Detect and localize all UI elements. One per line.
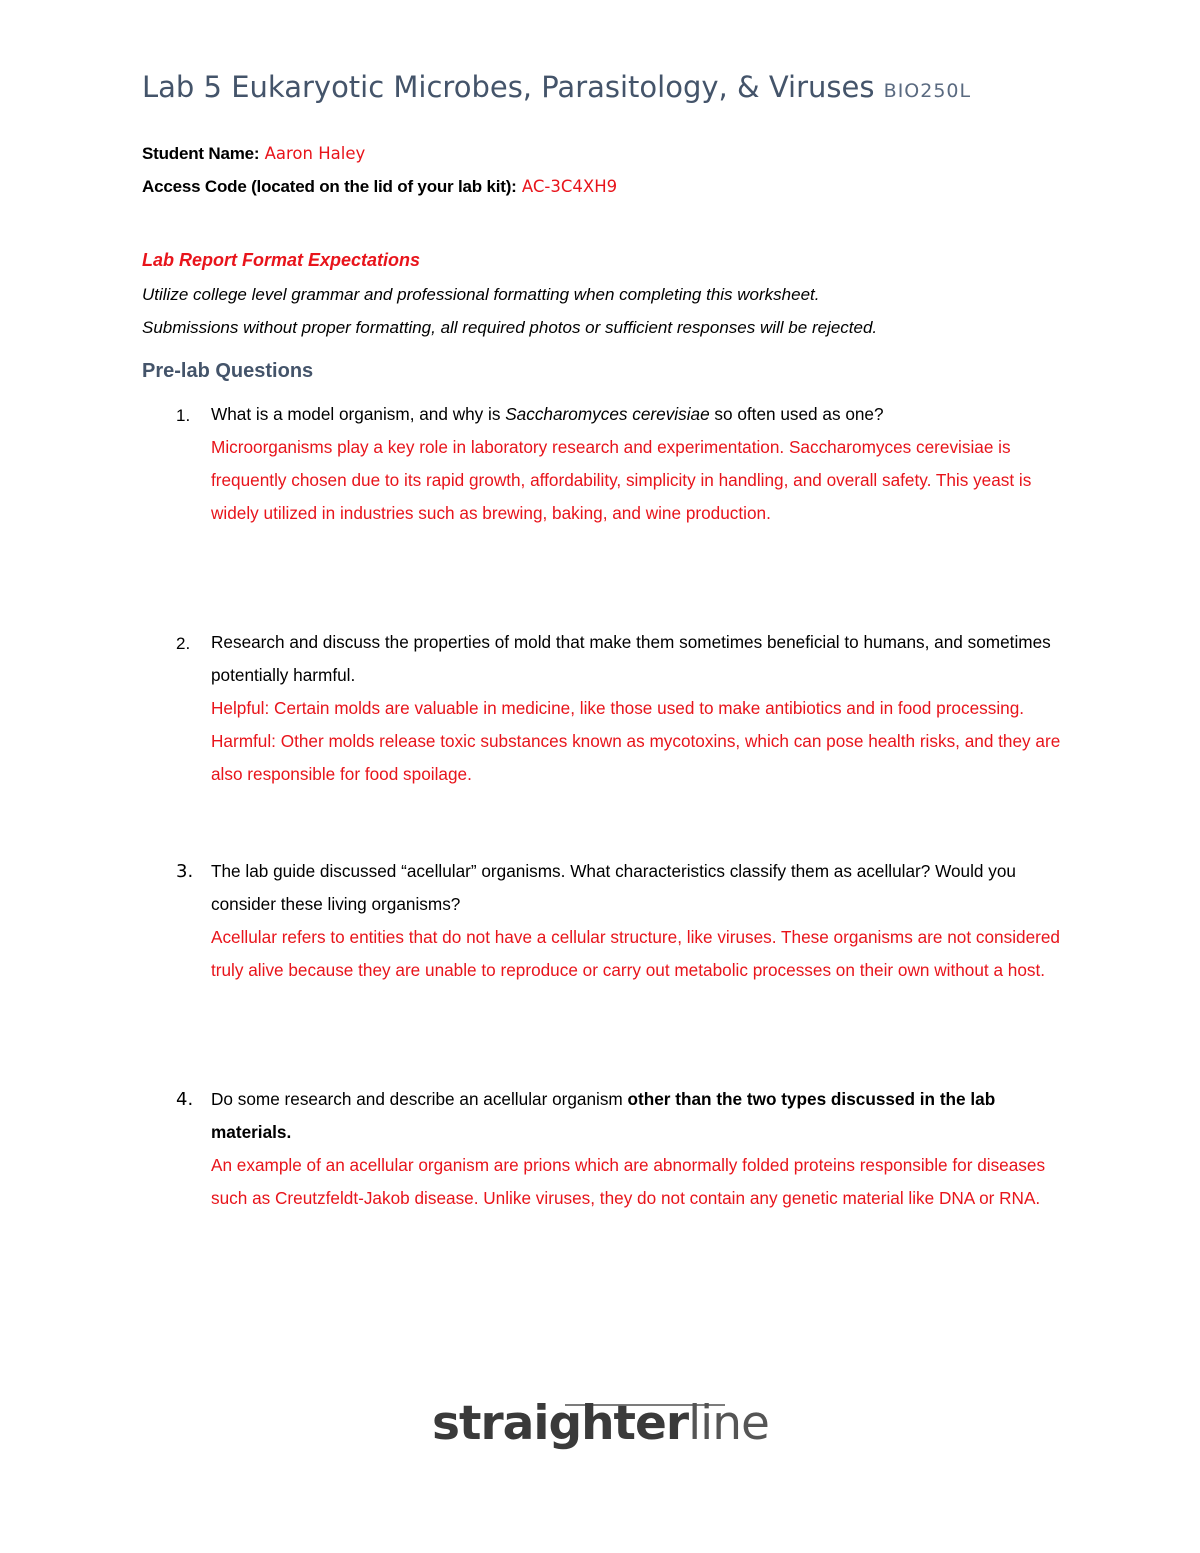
access-code-label: Access Code (located on the lid of your lab kit): (142, 177, 517, 196)
format-expectations-heading: Lab Report Format Expectations (142, 250, 421, 270)
lab-title: Lab 5 Eukaryotic Microbes, Parasitology, & Viruses (142, 70, 875, 104)
student-name-label: Student Name: (142, 144, 260, 163)
straighterline-logo (432, 1396, 769, 1451)
answer-text: Acellular refers to entities that do not have a cellular structure, like viruses. These organisms are not considered truly alive because they are unable to reproduce or carry out metabolic processes on their own without a host. (211, 927, 1060, 980)
answer-text: Helpful: Certain molds are valuable in medicine, like those used to make antibiotics and in food processing. Harmful: Other molds release toxic substances known as mycotoxins, which can pose health risks, and they are also responsible for food spoilage. (211, 698, 1061, 784)
document-title (142, 70, 971, 104)
question-text-bold: other than the two types discussed in the lab materials. (211, 1089, 996, 1142)
question-number: 4. (176, 1089, 194, 1110)
answer-text: An example of an acellular organism are prions which are abnormally folded proteins responsible for diseases such as Creutzfeldt-Jakob disease. Unlike viruses, they do not contain any genetic material like DNA or RNA. (211, 1155, 1046, 1208)
question-text: The lab guide discussed “acellular” organisms. What characteristics classify them as acellular? Would you consider these living organisms? (211, 861, 1016, 914)
question-2 (176, 626, 1076, 791)
question-text: Research and discuss the properties of mold that make them sometimes beneficial to humans, and sometimes potentially harmful. (211, 632, 1051, 685)
question-4 (176, 1083, 1076, 1215)
logo-text-light: line (688, 1396, 769, 1451)
logo-text-strong: straighter (432, 1396, 689, 1451)
question-number: 2. (176, 634, 191, 653)
question-3 (176, 855, 1076, 987)
access-code-value: AC-3C4XH9 (521, 177, 618, 196)
question-text-part: so often used as one? (709, 404, 884, 424)
question-number: 1. (176, 406, 191, 425)
question-number: 3. (176, 861, 194, 882)
question-1 (176, 398, 1076, 530)
question-text (211, 398, 1071, 431)
prelab-heading: Pre-lab Questions (142, 360, 314, 382)
student-name-value: Aaron Haley (264, 144, 366, 163)
access-code-line (142, 177, 617, 197)
student-name-line (142, 144, 365, 164)
question-text-part: What is a model organism, and why is (211, 404, 506, 424)
answer-text: Microorganisms play a key role in laboratory research and experimentation. Saccharomyces cerevisiae is frequently chosen due to its rapid growth, affordability, simplicity in handling, and overall safety. This yeast is widely utilized in industries such as brewing, baking, and wine production. (211, 437, 1032, 523)
question-text-part: Do some research and describe an acellular organism (211, 1089, 628, 1109)
format-expectations-line-1: Utilize college level grammar and professional formatting when completing this worksheet. (142, 285, 820, 304)
course-code: BIO250L (883, 80, 972, 102)
question-text-italic: Saccharomyces cerevisiae (505, 404, 710, 424)
format-expectations-line-2: Submissions without proper formatting, all required photos or sufficient responses will be rejected. (142, 318, 878, 337)
question-text (211, 1083, 1071, 1149)
